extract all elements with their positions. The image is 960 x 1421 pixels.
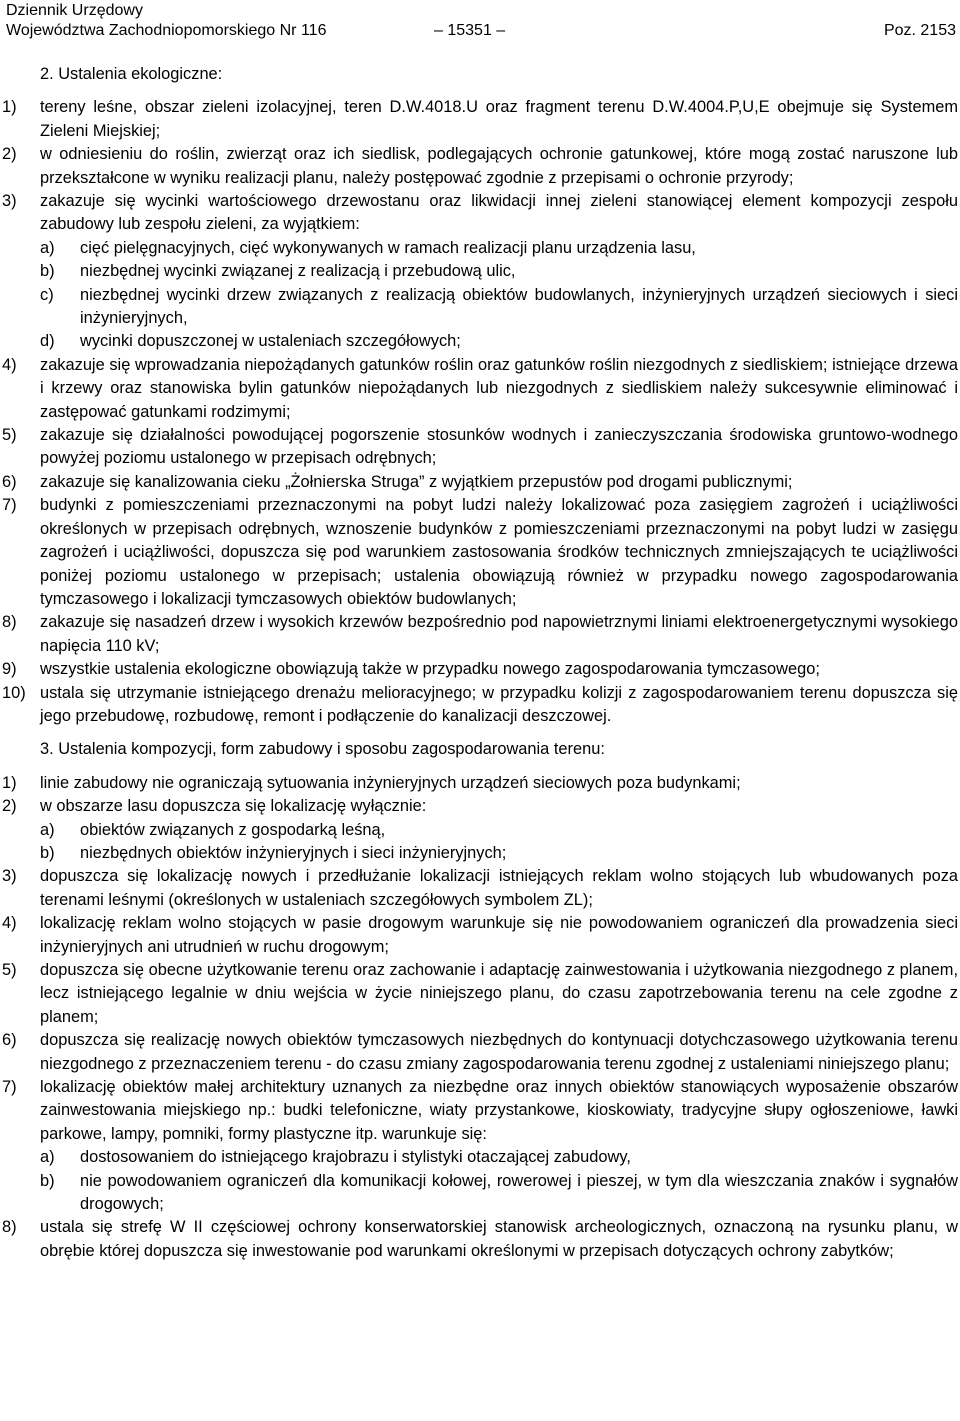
provision-item [0, 1216, 960, 1263]
publication-subtitle: Województwa Zachodniopomorskiego Nr 116 [6, 22, 327, 39]
section-heading-composition: 3. Ustalenia kompozycji, form zabudowy i sposobu zagospodarowania terenu: [40, 740, 605, 759]
provision-subitem [0, 237, 960, 260]
composition-provisions-list [0, 772, 960, 1264]
subitem-text: niezbędnych obiektów inżynieryjnych i sieci inżynieryjnych; [80, 843, 507, 862]
subitem-letter: a) [40, 820, 55, 839]
subitem-letter: d) [40, 332, 55, 351]
page-number: – 15351 – [434, 22, 506, 39]
provision-number: 2) [2, 797, 17, 816]
provision-item [0, 1076, 960, 1146]
provision-text: zakazuje się wycinki wartościowego drzewostanu oraz likwidacji innej zieleni stanowiącej element kompozycji zespołu zabudowy lub zespołu zieleni, za wyjątkiem: [40, 192, 958, 234]
provision-number: 3) [2, 867, 17, 886]
position-number: Poz. 2153 [883, 22, 956, 39]
subitem-text: niezbędnej wycinki drzew związanych z realizacją obiektów budowlanych, inżynieryjnych urządzeń sieciowych i sieci inżynieryjnych, [80, 285, 958, 328]
publication-title: Dziennik Urzędowy [6, 2, 143, 19]
subitem-text: nie powodowaniem ograniczeń dla komunikacji kołowej, rowerowej i pieszej, w tym dla wieszczania znaków i sygnałów drogowych; [80, 1171, 958, 1214]
ecological-provisions-list [0, 96, 960, 728]
subitem-letter: a) [40, 238, 55, 257]
provision-item [0, 682, 960, 729]
provision-subitem [0, 842, 960, 865]
provision-text: dopuszcza się realizację nowych obiektów tymczasowych niezbędnych do kontynuacji dotychczasowego użytkowania terenu niezgodnego z przeznaczeniem terenu - do czasu zmiany zagospodarowania terenu zgodnej z ustaleniami niniejszego planu; [40, 1031, 958, 1073]
subitem-text: wycinki dopuszczonej w ustaleniach szczegółowych; [80, 332, 461, 351]
provision-text: ustala się utrzymanie istniejącego drenażu melioracyjnego; w przypadku kolizji z zagospodarowaniem terenu dopuszcza się jego przebudowę, rozbudowę, remont i podłączenie do kanalizacji deszczowej. [40, 683, 958, 725]
provision-item [0, 912, 960, 959]
provision-number: 3) [2, 192, 17, 211]
subitem-letter: b) [40, 1171, 55, 1190]
provision-text: budynki z pomieszczeniami przeznaczonymi na pobyt ludzi należy lokalizować poza zasięgiem zagrożeń i uciążliwości określonych w przepisach odrębnych, wznoszenie budynków z pomieszczeniami przeznaczonymi na pobyt ludzi w zasięgu zagrożeń i uciążliwości, dopuszcza się pod warunkiem zastosowania środków technicznych zmniejszających te uciążliwości poniżej poziomu ustalonego w przepisach; ustalenia obowiązują również w przypadku nowego zagospodarowania tymczasowego i lokalizacji tymczasowych obiektów budowlanych; [40, 496, 958, 608]
page-header [6, 0, 956, 44]
provision-number: 7) [2, 1078, 17, 1097]
provision-item [0, 611, 960, 658]
provision-text: wszystkie ustalenia ekologiczne obowiązują także w przypadku nowego zagospodarowania tymczasowego; [40, 660, 820, 679]
provision-text: zakazuje się wprowadzania niepożądanych gatunków roślin oraz gatunków roślin niezgodnych z siedliskiem; istniejące drzewa i krzewy oraz stanowiska bylin gatunków niepożądanych lub niezgodnych z siedliskiem należy sukcesywnie eliminować i zastępować gatunkami rodzimymi; [40, 355, 958, 421]
provision-text: dopuszcza się obecne użytkowanie terenu oraz zachowanie i adaptację zainwestowania i użytkowania niezgodnego z planem, lecz istniejącego legalnie w dniu wejścia w życie niniejszego planu, do czasu zapotrzebowania terenu na cele zgodne z planem; [40, 961, 958, 1026]
provision-number: 5) [2, 426, 17, 445]
provision-subitem [0, 260, 960, 283]
provision-number: 9) [2, 660, 17, 679]
provision-text: dopuszcza się lokalizację nowych i przedłużanie lokalizacji istniejących reklam wolno stojących lub wbudowanych poza terenami leśnymi (określonych w ustaleniach szczegółowych symbolem ZL); [40, 867, 958, 909]
subitem-letter: b) [40, 843, 55, 862]
provision-number: 7) [2, 496, 17, 515]
provision-number: 2) [2, 145, 17, 164]
provision-number: 10) [2, 683, 26, 702]
document-body [0, 63, 960, 1263]
provision-item [0, 1029, 960, 1076]
provision-text: lokalizację reklam wolno stojących w pasie drogowym warunkuje się nie powodowaniem ograniczeń dla prowadzenia sieci inżynieryjnych ani utrudnień w ruchu drogowym; [40, 914, 958, 956]
provision-number: 6) [2, 1031, 17, 1050]
provision-item [0, 772, 960, 795]
provision-number: 1) [2, 98, 17, 117]
provision-item [0, 424, 960, 471]
section-heading-ecological: 2. Ustalenia ekologiczne: [40, 65, 223, 83]
provision-text: lokalizację obiektów małej architektury uznanych za niezbędne oraz innych obiektów stanowiących wyposażenie obszarów zainwestowania miejskiego np.: budki telefoniczne, wiaty przystankowe, kioskowiaty, tradycyjne słupy ogłoszeniowe, ławki parkowe, lampy, pomniki, formy plastyczne itp. warunkuje się: [40, 1078, 958, 1143]
provision-item [0, 190, 960, 237]
provision-number: 5) [2, 961, 17, 979]
subitem-letter: a) [40, 1148, 55, 1167]
provision-item [0, 795, 960, 818]
provision-text: zakazuje się działalności powodującej pogorszenie stosunków wodnych i zanieczyszczania środowiska gruntowo-wodnego powyżej poziomu ustalonego w przepisach odrębnych; [40, 426, 958, 468]
provision-text: ustala się strefę W II częściowej ochrony konserwatorskiej stanowisk archeologicznych, oznaczoną na rysunku planu, w obrębie której dopuszcza się inwestowanie pod warunkami określonymi w przepisach dotyczących ochrony zabytków; [40, 1218, 958, 1260]
provision-item [0, 959, 960, 1029]
provision-text: w obszarze lasu dopuszcza się lokalizację wyłącznie: [40, 797, 427, 816]
provision-item [0, 143, 960, 190]
provision-text: zakazuje się nasadzeń drzew i wysokich krzewów bezpośrednio pod napowietrznymi liniami elektroenergetycznymi wysokiego napięcia 110 kV; [40, 613, 958, 655]
provision-item [0, 494, 960, 611]
provision-number: 6) [2, 472, 17, 491]
provision-item [0, 354, 960, 424]
subitem-text: cięć pielęgnacyjnych, cięć wykonywanych w ramach realizacji planu urządzenia lasu, [80, 238, 696, 257]
provision-number: 8) [2, 613, 17, 632]
provision-text: tereny leśne, obszar zieleni izolacyjnej, teren D.W.4018.U oraz fragment terenu D.W.4004.P,U,E obejmuje się Systemem Zieleni Miejskiej; [40, 98, 958, 140]
subitem-text: dostosowaniem do istniejącego krajobrazu i stylistyki otaczającej zabudowy, [80, 1148, 631, 1167]
provision-item [0, 471, 960, 494]
provision-item [0, 658, 960, 681]
provision-subitem [0, 1170, 960, 1217]
provision-number: 4) [2, 355, 17, 374]
provision-item [0, 865, 960, 912]
provision-text: w odniesieniu do roślin, zwierząt oraz ich siedlisk, podlegających ochronie gatunkowej, które mogą zostać naruszone lub przekształcone w wyniku realizacji planu, należy postępować zgodnie z przepisami o ochronie przyrody; [40, 145, 958, 187]
provision-text: linie zabudowy nie ograniczają sytuowania inżynieryjnych urządzeń sieciowych poza budynkami; [40, 773, 741, 792]
provision-item [0, 96, 960, 143]
provision-number: 4) [2, 914, 17, 933]
provision-subitem [0, 284, 960, 331]
provision-subitem [0, 330, 960, 353]
provision-subitem [0, 819, 960, 842]
provision-subitem [0, 1146, 960, 1169]
subitem-letter: b) [40, 262, 55, 281]
subitem-letter: c) [40, 285, 54, 304]
provision-text: zakazuje się kanalizowania cieku „Żołnierska Struga” z wyjątkiem przepustów pod drogami publicznymi; [40, 472, 793, 491]
provision-number: 1) [2, 773, 17, 792]
subitem-text: niezbędnej wycinki związanej z realizacją i przebudową ulic, [80, 262, 516, 281]
provision-number: 8) [2, 1218, 17, 1237]
subitem-text: obiektów związanych z gospodarką leśną, [80, 820, 386, 839]
